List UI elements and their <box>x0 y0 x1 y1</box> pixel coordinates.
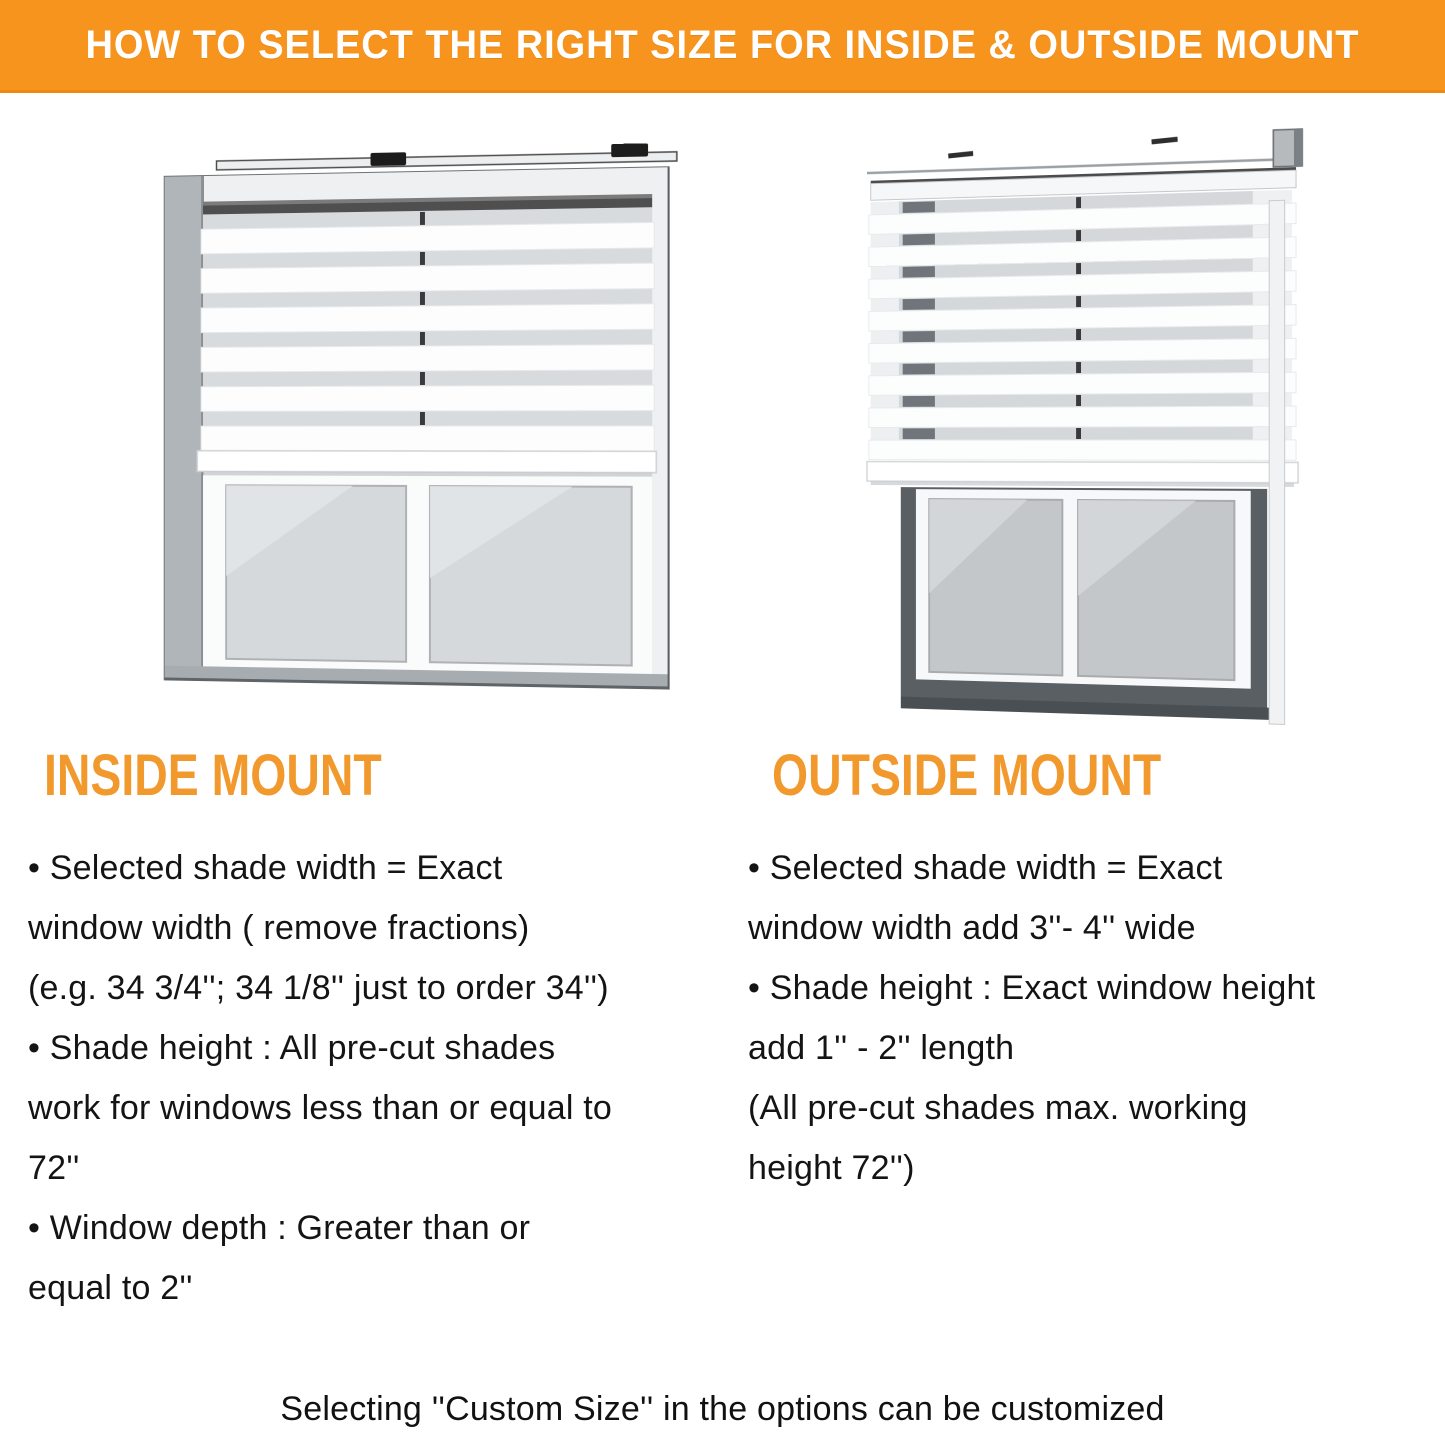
inside-mount-heading: INSIDE MOUNT <box>44 743 382 808</box>
spec-line: equal to 2'' <box>28 1269 193 1307</box>
spec-line: add 1'' - 2'' length <box>748 1029 1015 1067</box>
inside-mount-illustration <box>149 142 697 726</box>
spec-line: • Window depth : Greater than or <box>28 1209 531 1247</box>
spec-line: (All pre-cut shades max. working <box>748 1089 1248 1127</box>
outside-mount-window-diagram-icon <box>865 126 1310 767</box>
spec-line: • Shade height : All pre-cut shades <box>28 1029 556 1067</box>
banner <box>0 0 1445 93</box>
spec-line: 72'' <box>28 1149 80 1187</box>
outside-mount-illustration <box>865 126 1310 767</box>
spec-line: work for windows less than or equal to <box>28 1089 612 1127</box>
inside-mount-window-diagram-icon <box>149 142 697 726</box>
spec-line: • Shade height : Exact window height <box>748 969 1316 1007</box>
spec-line: height 72'') <box>748 1149 915 1187</box>
banner-title: HOW TO SELECT THE RIGHT SIZE FOR INSIDE & OUTSIDE MOUNT <box>85 22 1360 67</box>
spec-line: window width ( remove fractions) <box>28 909 530 947</box>
custom-size-note: Selecting ''Custom Size'' in the options can be customized <box>280 1390 1165 1428</box>
inside-mount-specs <box>28 838 718 1318</box>
outside-mount-heading: OUTSIDE MOUNT <box>772 743 1162 808</box>
spec-line: window width add 3''- 4'' wide <box>748 909 1196 947</box>
spec-line: • Selected shade width = Exact <box>28 849 503 887</box>
outside-mount-specs <box>748 838 1438 1198</box>
spec-line: • Selected shade width = Exact <box>748 849 1223 887</box>
spec-line: (e.g. 34 3/4''; 34 1/8'' just to order 34'') <box>28 969 609 1007</box>
